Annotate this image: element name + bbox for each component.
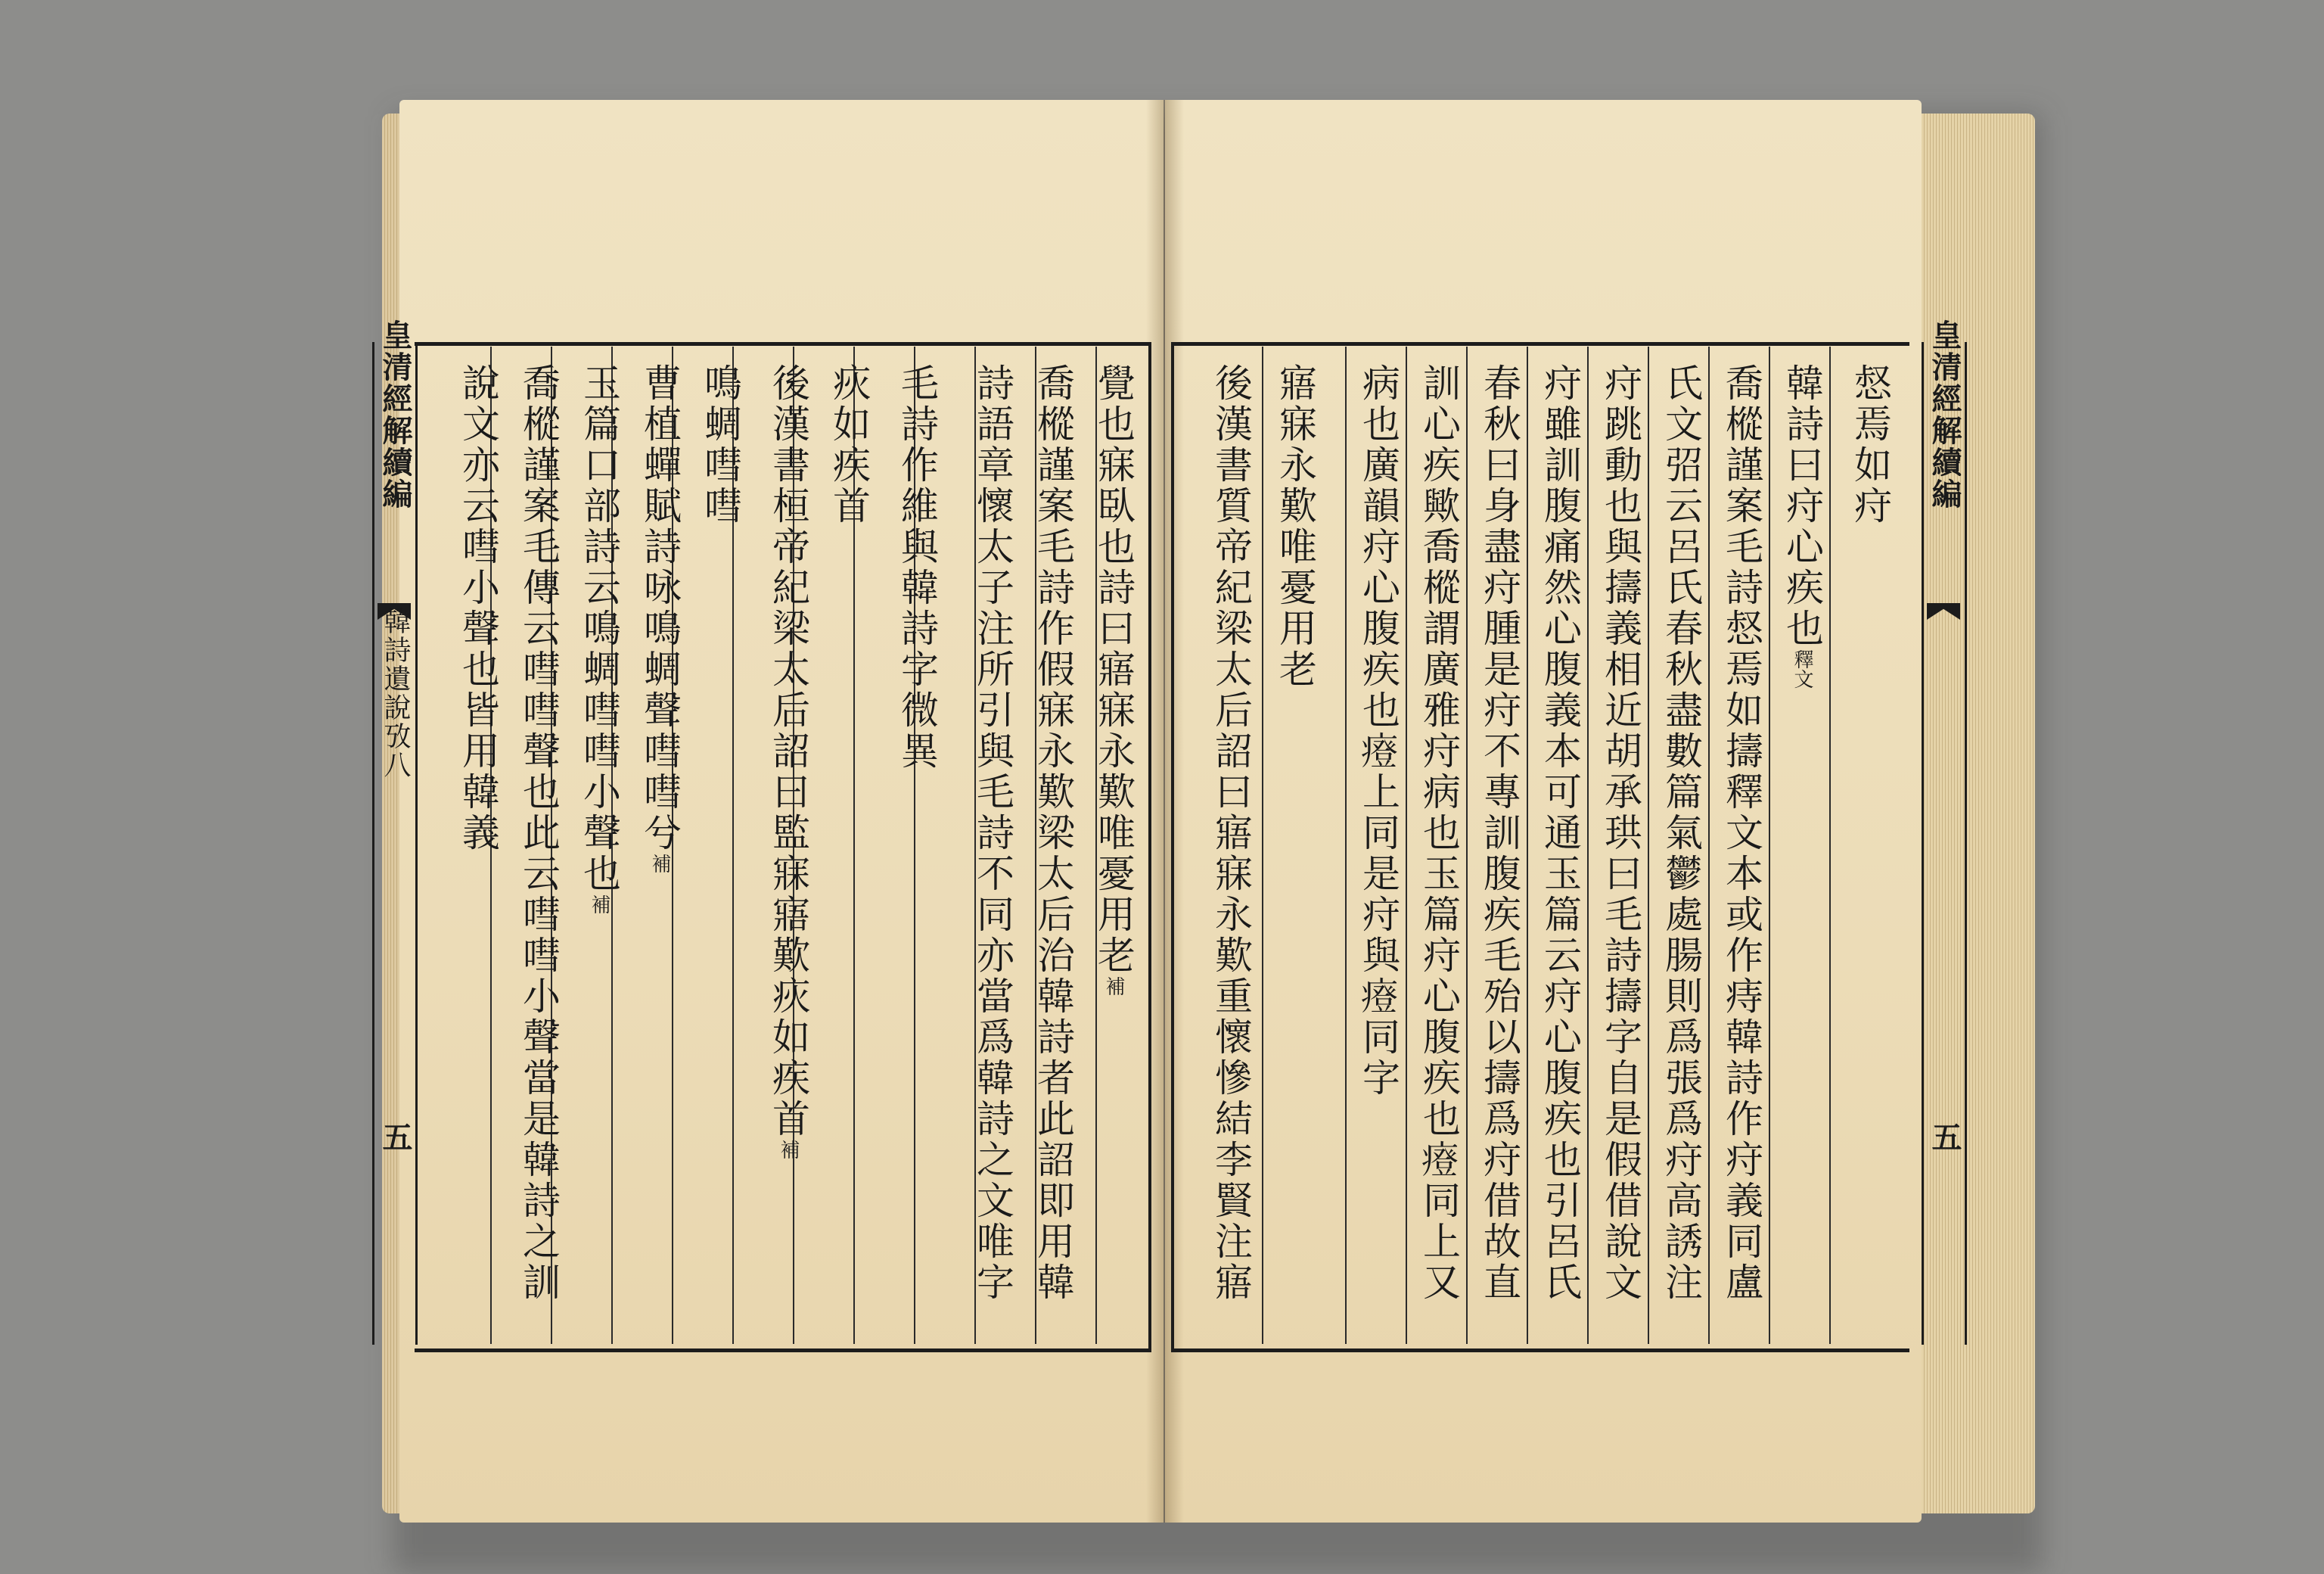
banxin-left [372, 319, 418, 1345]
column-rule [1527, 347, 1528, 1344]
text-column: 後漢書桓帝紀梁太后詔曰監寐寤歎疢如疾首補 [766, 363, 810, 1159]
text-column: 鳴蜩嘒嘒 [698, 363, 742, 527]
column-rule [1648, 347, 1649, 1344]
text-column: 覺也寐臥也詩曰寤寐永歎唯憂用老補 [1092, 363, 1136, 996]
text-column: 毛詩作維與韓詩字微異 [895, 363, 939, 772]
text-column: 疛雖訓腹痛然心腹義本可通玉篇云疛心腹疾也引呂氏 [1538, 363, 1582, 1303]
text-column: 惄焉如疛 [1848, 363, 1892, 527]
banxin-subtitle: 韓詩遺說攷八 [380, 607, 411, 779]
text-column: 詩語章懷太子注所引與毛詩不同亦當爲韓詩之文唯字 [971, 363, 1014, 1303]
banxin-title: 皇清經解續編 [1927, 319, 1962, 510]
banxin-right [1922, 319, 1967, 1345]
text-column: 疢如疾首 [827, 363, 871, 527]
page-number: 五 [1927, 1121, 1962, 1153]
text-column: 喬樅謹案毛傳云嘒嘒聲也此云嘒嘒小聲當是韓詩之訓 [517, 363, 561, 1303]
column-rule [1829, 347, 1831, 1344]
text-column: 春秋曰身盡疛腫是疛不專訓腹疾毛殆以擣爲疛借故直 [1477, 363, 1521, 1303]
column-rule [1262, 347, 1263, 1344]
text-column: 疛跳動也與擣義相近胡承珙曰毛詩擣字自是假借說文 [1599, 363, 1642, 1303]
column-rule [1406, 347, 1407, 1344]
text-column: 玉篇口部詩云鳴蜩嘒嘒小聲也補 [577, 363, 621, 914]
banxin-title: 皇清經解續編 [377, 319, 413, 510]
column-rule [1466, 347, 1468, 1344]
text-column: 喬樅謹案毛詩作假寐永歎梁太后治韓詩者此詔即用韓 [1031, 363, 1075, 1303]
text-column: 曹植蟬賦詩咏鳴蜩聲嘒嘒兮補 [638, 363, 682, 873]
fish-tail-mark [1927, 603, 1960, 620]
page-number: 五 [377, 1121, 413, 1153]
text-column: 說文亦云嘒小聲也皆用韓義 [456, 363, 500, 854]
text-column: 後漢書質帝紀梁太后詔曰寤寐永歎重懷慘結李賢注寤 [1209, 363, 1253, 1303]
text-column: 訓心疾歟喬樅謂廣雅疛病也玉篇疛心腹疾也𤺌同上又 [1417, 363, 1461, 1303]
text-column: 寤寐永歎唯憂用老 [1273, 363, 1317, 690]
text-column: 氏文弨云呂氏春秋盡數篇氣鬱處腸則爲張爲疛高誘注 [1659, 363, 1703, 1303]
text-column: 病也廣韻疛心腹疾也𤺌上同是疛與𤺌同字 [1356, 363, 1400, 1099]
column-rule [1769, 347, 1770, 1344]
column-rule [1708, 347, 1710, 1344]
column-rule [1345, 347, 1347, 1344]
text-column: 韓詩曰疛心疾也釋文 [1780, 363, 1824, 689]
column-rule [1587, 347, 1589, 1344]
text-column: 喬樅謹案毛詩惄焉如擣釋文本或作痔韓詩作疛義同盧 [1720, 363, 1763, 1303]
